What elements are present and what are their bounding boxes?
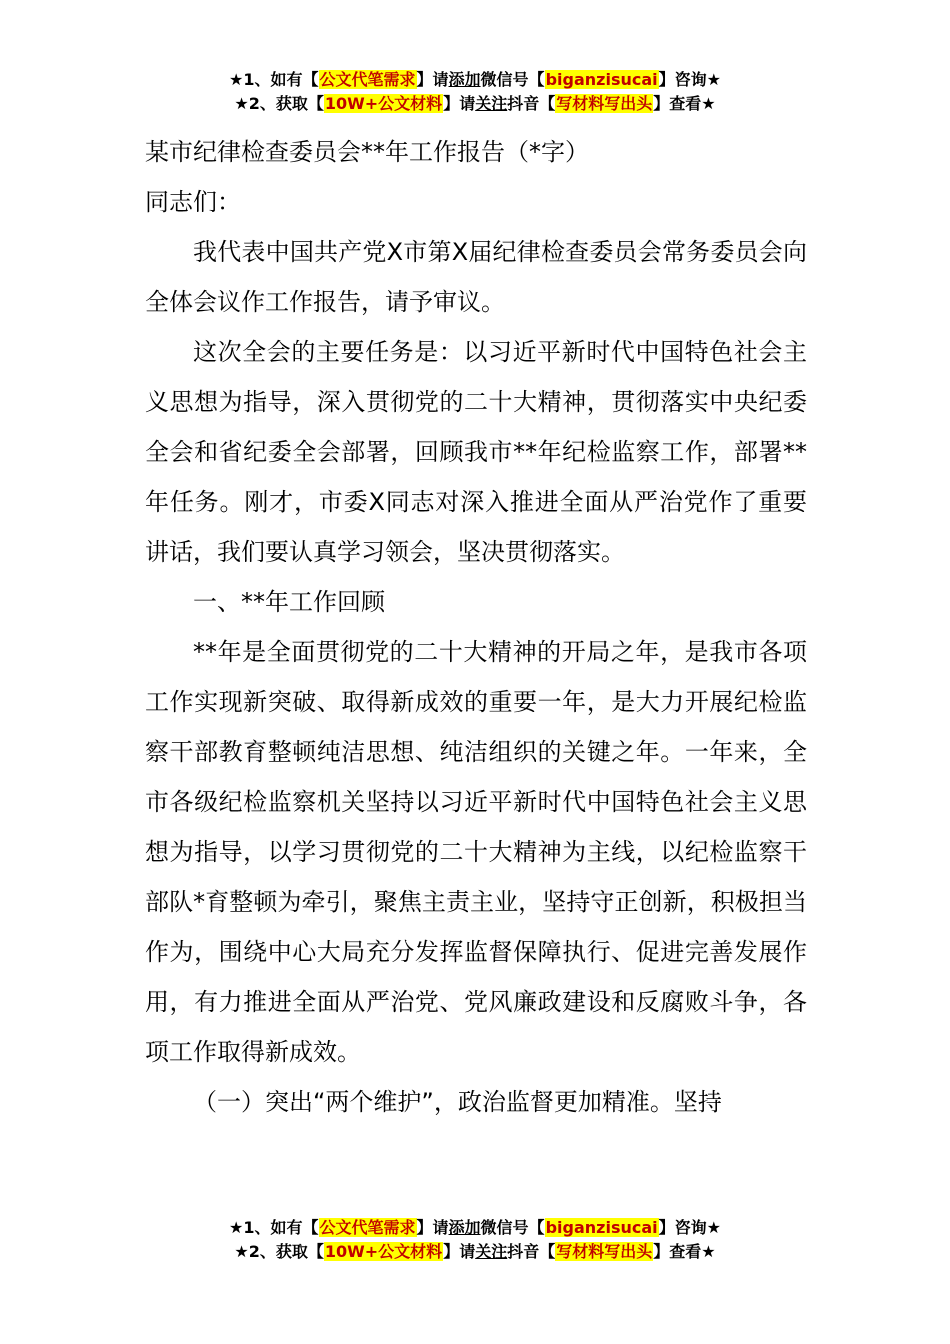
highlight-wechat-id: biganzisucai [545,1218,658,1237]
section-heading: 一、**年工作回顾 [193,588,385,616]
paragraph-1: 我代表中国共产党X市第X届纪律检查委员会常务委员会向全体会议作工作报告，请予审议。 [145,238,807,316]
subsection-heading: （一）突出“两个维护”，政治监督更加精准。坚持 [193,1088,722,1116]
highlight-materials: 10W+公文材料 [324,1242,443,1261]
highlight-douyin: 写材料写出头 [556,94,653,113]
paragraph-2: 这次全会的主要任务是：以习近平新时代中国特色社会主义思想为指导，深入贯彻党的二十大精神，贯彻落实中央纪委全会和省纪委全会部署，回顾我市**年纪检监察工作，部署**年任务。刚才，市委X同志对深入推进全面从严治党作了重要讲话，我们要认真学习领会，坚决贯彻落实。 [145,338,807,566]
banner-line-2: ★2、获取【10W+公文材料】请关注抖音【写材料写出头】查看★ [234,94,716,113]
document-body [145,127,807,1127]
highlight-wechat-id: biganzisucai [545,70,658,89]
banner-line-1: ★1、如有【公文代笔需求】请添加微信号【biganzisucai】咨询★ [229,1218,721,1237]
document-title: 某市纪律检查委员会**年工作报告（*字） [145,138,589,166]
highlight-materials: 10W+公文材料 [324,94,443,113]
highlight-ghostwriting: 公文代笔需求 [319,70,416,89]
banner-line-2: ★2、获取【10W+公文材料】请关注抖音【写材料写出头】查看★ [234,1242,716,1261]
highlight-douyin: 写材料写出头 [556,1242,653,1261]
top-banner [0,68,950,116]
bottom-banner [0,1216,950,1264]
salutation: 同志们： [145,188,241,216]
highlight-ghostwriting: 公文代笔需求 [319,1218,416,1237]
paragraph-3: **年是全面贯彻党的二十大精神的开局之年，是我市各项工作实现新突破、取得新成效的重要一年，是大力开展纪检监察干部教育整顿纯洁思想、纯洁组织的关键之年。一年来，全市各级纪检监察机关坚持以习近平新时代中国特色社会主义思想为指导，以学习贯彻党的二十大精神为主线，以纪检监察干部队*育整顿为牵引，聚焦主责主业，坚持守正创新，积极担当作为，围绕中心大局充分发挥监督保障执行、促进完善发展作用，有力推进全面从严治党、党风廉政建设和反腐败斗争，各项工作取得新成效。 [145,638,807,1066]
banner-line-1: ★1、如有【公文代笔需求】请添加微信号【biganzisucai】咨询★ [229,70,721,89]
